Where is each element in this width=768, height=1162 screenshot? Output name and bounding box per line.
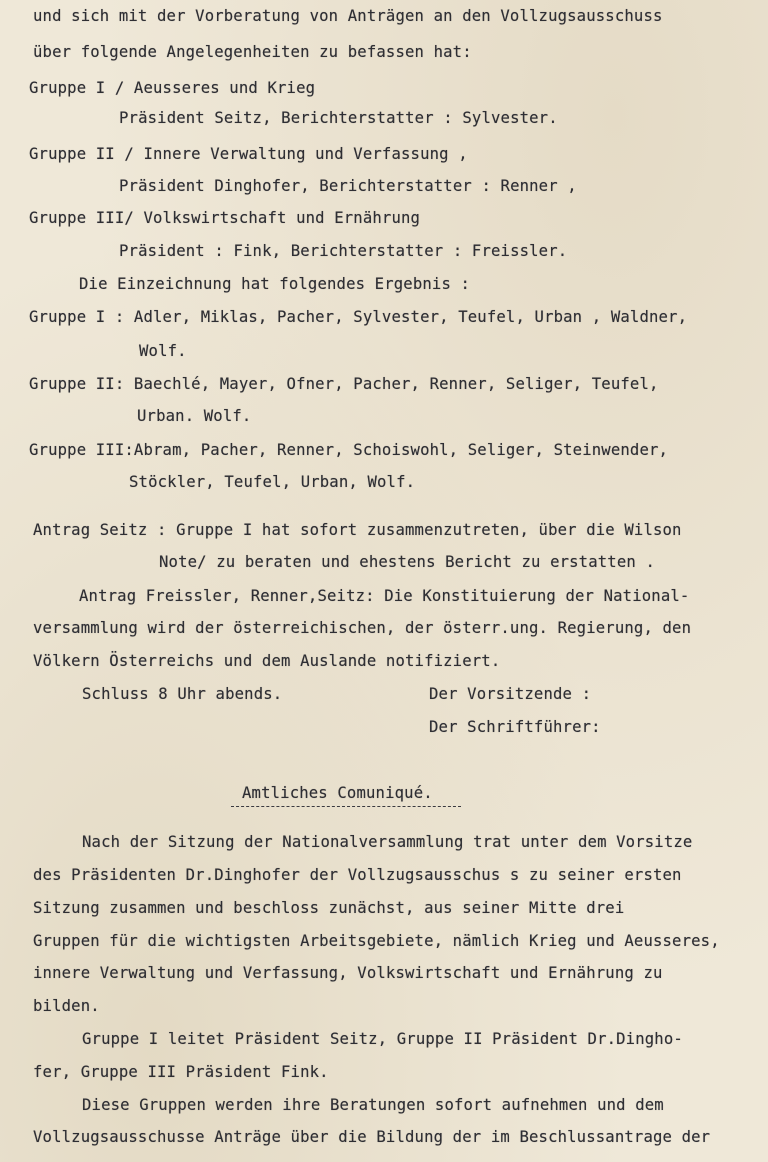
group-heading: Gruppe I / Aeusseres und Krieg xyxy=(29,79,316,97)
body-text: innere Verwaltung und Verfassung, Volkswirtschaft und Ernährung zu xyxy=(33,964,663,982)
body-text: Vollzugsausschusse Anträge über die Bildung der im Beschlussantrage der xyxy=(33,1128,711,1146)
group-heading: Gruppe III/ Volkswirtschaft und Ernährung xyxy=(29,209,421,227)
body-text: Nach der Sitzung der Nationalversammlung trat unter dem Vorsitze xyxy=(82,833,693,851)
body-text: des Präsidenten Dr.Dinghofer der Vollzugsausschus s zu seiner ersten xyxy=(33,866,682,884)
motion-text: Antrag Freissler, Renner,Seitz: Die Konstituierung der National- xyxy=(79,587,690,605)
secretary-signature-line: Der Schriftführer: xyxy=(429,718,601,736)
motion-text: Antrag Seitz : Gruppe I hat sofort zusammenzutreten, über die Wilson xyxy=(33,521,682,539)
group-detail: Präsident Dinghofer, Berichterstatter : Renner , xyxy=(119,177,577,195)
member-list: Wolf. xyxy=(139,342,187,360)
text-line: über folgende Angelegenheiten zu befassen hat: xyxy=(33,43,472,61)
body-text: Sitzung zusammen und beschloss zunächst, aus seiner Mitte drei xyxy=(33,899,625,917)
member-list: Gruppe II: Baechlé, Mayer, Ofner, Pacher, Renner, Seliger, Teufel, xyxy=(29,375,659,393)
member-list: Urban. Wolf. xyxy=(137,407,252,425)
motion-text: Völkern Österreichs und dem Auslande notifiziert. xyxy=(33,652,501,670)
group-heading: Gruppe II / Innere Verwaltung und Verfassung , xyxy=(29,145,468,163)
motion-text: versammlung wird der österreichischen, der österr.ung. Regierung, den xyxy=(33,619,692,637)
group-detail: Präsident Seitz, Berichterstatter : Sylvester. xyxy=(119,109,558,127)
body-text: Gruppe I leitet Präsident Seitz, Gruppe II Präsident Dr.Dingho- xyxy=(82,1030,683,1048)
motion-text: Note/ zu beraten und ehestens Bericht zu erstatten . xyxy=(159,553,655,571)
body-text: bilden. xyxy=(33,997,100,1015)
chair-signature-line: Der Vorsitzende : xyxy=(429,685,592,703)
group-detail: Präsident : Fink, Berichterstatter : Freissler. xyxy=(119,242,568,260)
heading-underline xyxy=(231,806,461,807)
section-heading: Amtliches Comuniqué. xyxy=(242,784,433,802)
body-text: Diese Gruppen werden ihre Beratungen sofort aufnehmen und dem xyxy=(82,1096,664,1114)
member-list: Gruppe III:Abram, Pacher, Renner, Schoiswohl, Seliger, Steinwender, xyxy=(29,441,669,459)
closing-time: Schluss 8 Uhr abends. xyxy=(82,685,283,703)
text-line: Die Einzeichnung hat folgendes Ergebnis : xyxy=(79,275,471,293)
text-line: und sich mit der Vorberatung von Anträgen an den Vollzugsausschuss xyxy=(33,7,663,25)
body-text: fer, Gruppe III Präsident Fink. xyxy=(33,1063,329,1081)
member-list: Stöckler, Teufel, Urban, Wolf. xyxy=(129,473,416,491)
member-list: Gruppe I : Adler, Miklas, Pacher, Sylvester, Teufel, Urban , Waldner, xyxy=(29,308,688,326)
body-text: Gruppen für die wichtigsten Arbeitsgebiete, nämlich Krieg und Aeusseres, xyxy=(33,932,720,950)
